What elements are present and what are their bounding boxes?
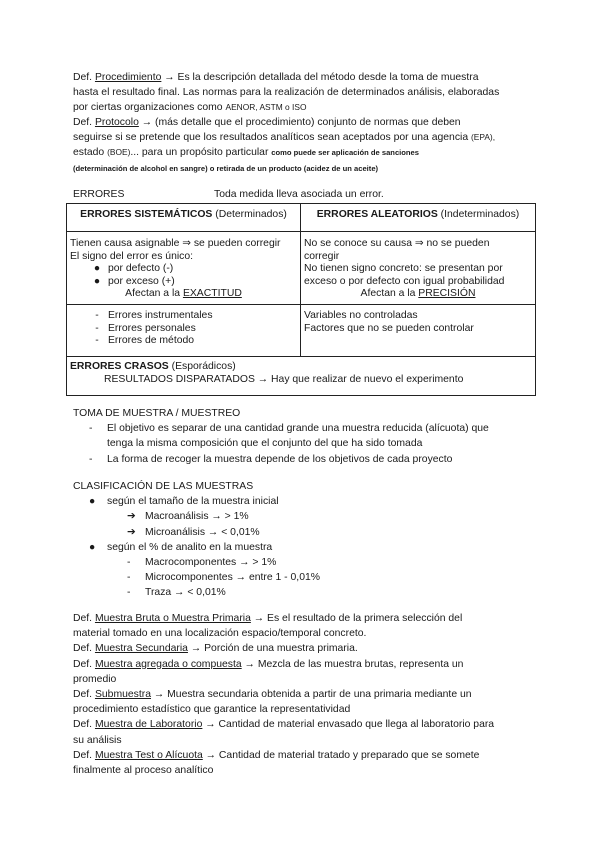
def-term: Muestra Secundaria: [94, 643, 188, 655]
def-text: ... para un propósito particular: [130, 147, 272, 159]
list-item: ● por defecto (-): [93, 263, 174, 275]
toma-section: [73, 406, 543, 467]
def-text: (EPA),: [471, 132, 496, 143]
def-text: seguirse si se pretende que los resultados analíticos sean aceptados por una agencia: [73, 132, 471, 144]
list-item: - La forma de recoger la muestra depende de los objetivos de cada proyecto: [89, 453, 453, 465]
errors-table: [66, 203, 536, 396]
table-header-sistematicos: ERRORES SISTEMÁTICOS (Determinados): [67, 204, 301, 232]
table-cell: [67, 305, 301, 357]
table-row: [67, 232, 536, 305]
def-text: AENOR, ASTM o ISO: [225, 102, 307, 113]
list-item: - Microcomponentes → entre 1 - 0,01%: [127, 572, 320, 584]
table-cell-crasos: ERRORES CRASOS (Esporádicos) RESULTADOS DISPARATADOS → Hay que realizar de nuevo el experimento: [67, 357, 536, 396]
table-cell: Variables no controladas Factores que no se pueden controlar: [301, 305, 536, 357]
def-prefix: Def.: [73, 72, 95, 83]
errores-heading: [73, 187, 543, 202]
table-cell: No se conoce su causa ⇒ no se pueden corregir No tienen signo concreto: se presentan por exceso o por defecto con igual probabilidad Afectan a la PRECISIÓN: [301, 232, 536, 305]
list-item: - Errores personales: [95, 322, 196, 334]
table-row: [67, 357, 536, 396]
list-item: - El objetivo es separar de una cantidad grande una muestra reducida (alícuota) que tenga la misma composición que el conjunto del que ha sido tomada: [89, 423, 489, 450]
defs-bottom: Def. Muestra Bruta o Muestra Primaria → Es el resultado de la primera selección del material tomado en una localización espacio/temporal concreto. Def. Muestra Secundaria → Porción de una muestra primaria. Def. Muestra agregada o compuesta → Mezcla de las muestra brutas, representa un promedio Def. Submuestra → Muestra secundaria obtenida a partir de una primaria mediante un procedimiento estadístico que garantice la representatividad Def. Muestra de Laboratorio → Cantidad de material envasado que llega al laboratorio para su análisis Def. Muestra Test o Alícuota → Cantidad de material tratado y preparado que se somete finalmente al proceso analítico: [73, 613, 495, 777]
list-item: ● por exceso (+): [93, 275, 175, 287]
list-item: - Errores instrumentales: [95, 310, 213, 321]
def-term: Muestra de Laboratorio: [94, 719, 203, 731]
section-title: ERRORES: [73, 189, 125, 200]
table-cell: Tienen causa asignable ⇒ se pueden corregir El signo del error es único: ● por defecto (-) ● por exceso (+) Afectan a la EXACTITUD: [67, 232, 301, 305]
def-term: Procedimiento: [94, 72, 162, 83]
def-text: (determinación de alcohol en sangre) o retirada de un producto (acidez de un aceite): [73, 163, 379, 173]
clasificacion-section: [73, 479, 543, 601]
section-title: TOMA DE MUESTRA / MUESTREO: [73, 408, 241, 419]
def-text: (BOE): [107, 147, 131, 158]
list-item: - Errores de método: [95, 335, 195, 347]
list-item: - Macrocomponentes → > 1%: [127, 557, 277, 569]
def-text: como puede ser aplicación de sanciones: [271, 148, 420, 158]
def-text: → (más detalle que el procedimiento) conjunto de normas que deben: [138, 117, 461, 128]
def-text: por ciertas organizaciones como: [73, 102, 226, 114]
def-term: Muestra agregada o compuesta: [94, 658, 242, 670]
def-term: Protocolo: [94, 117, 139, 128]
def-term: Muestra Test o Alícuota: [94, 749, 203, 761]
section-title: CLASIFICACIÓN DE LAS MUESTRAS: [73, 481, 254, 492]
def-text: estado: [73, 147, 108, 159]
def-text: → Es la descripción detallada del método desde la toma de muestra: [161, 72, 479, 83]
list-item: ● según el tamaño de la muestra inicial: [89, 496, 279, 508]
def-term: Muestra Bruta o Muestra Primaria: [94, 613, 251, 624]
list-item: ● según el % de analito en la muestra: [89, 541, 273, 553]
def-protocolo: [73, 115, 543, 176]
table-row: [67, 305, 536, 357]
list-item: - Traza → < 0,01%: [127, 587, 226, 599]
table-header-aleatorios: ERRORES ALEATORIOS (Indeterminados): [301, 204, 536, 232]
def-text: hasta el resultado final. Las normas para la realización de determinados análisis, elaboradas: [73, 87, 500, 99]
def-term: Submuestra: [94, 689, 151, 701]
list-item: ➔ Microanálisis → < 0,01%: [127, 526, 260, 538]
table-row: [67, 204, 536, 232]
list-item: ➔ Macroanálisis → > 1%: [127, 511, 249, 523]
section-subtitle: Toda medida lleva asociada un error.: [214, 189, 384, 200]
def-procedimiento: [73, 70, 543, 116]
def-prefix: Def.: [73, 117, 95, 128]
